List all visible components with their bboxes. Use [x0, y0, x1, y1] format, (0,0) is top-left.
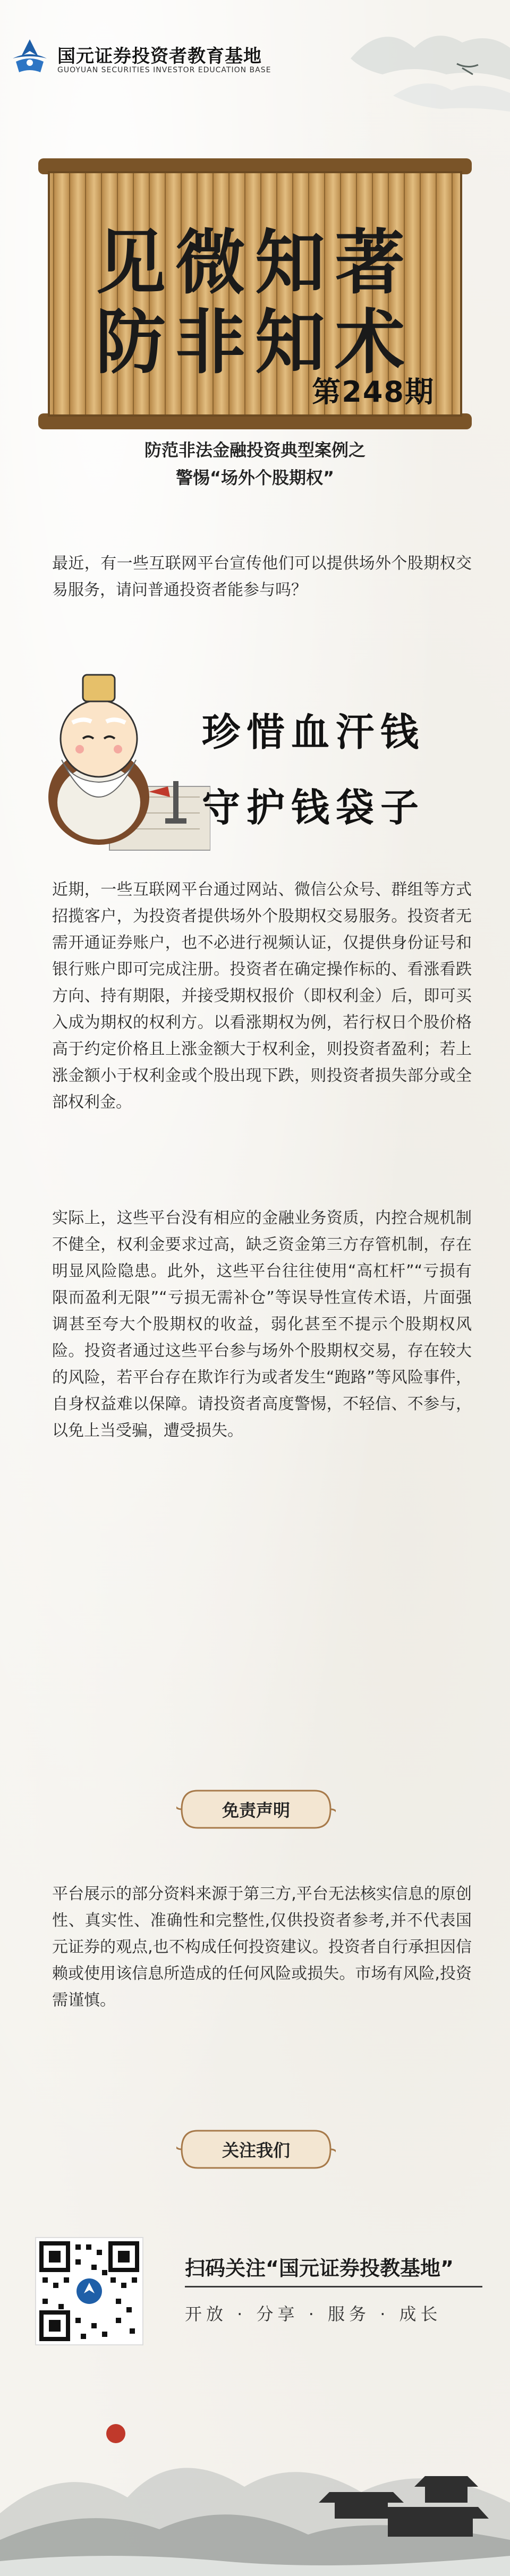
bamboo-scroll-banner [38, 158, 472, 429]
landscape-painting-icon [0, 2380, 510, 2576]
banner-title-line1: 见微知著 [96, 222, 414, 304]
follow-us-label: 关注我们 [222, 2140, 290, 2160]
brand-name: 国元证券投资者教育基地 [57, 46, 262, 67]
sage-illustration-icon [40, 659, 210, 861]
intro-question: 最近，有一些互联网平台宣传他们可以提供场外个股期权交易服务，请问普通投资者能参与吗？ [52, 554, 472, 599]
brand-english-name: GUOYUAN SECURITIES INVESTOR EDUCATION BASE [57, 66, 271, 74]
disclaimer-label: 免责声明 [222, 1800, 290, 1820]
qr-code-icon[interactable] [35, 2237, 143, 2345]
subtitle-line1: 防范非法金融投资典型案例之 [144, 440, 366, 460]
issue-number: 第248期 [312, 375, 435, 409]
body-paragraph-2: 实际上，这些平台没有相应的金融业务资质，内控合规机制不健全，权利金要求过高，缺乏资金第三方存管机制，存在明显风险隐患。此外，这些平台往往使用“高杠杆”“亏损有限而盈利无限”“亏损无需补仓”等误导性宣传术语，片面强调甚至夸大个股期权的收益，弱化甚至不提示个股期权风险。投资者通过这些平台参与场外个股期权交易，存在较大的风险，若平台存在欺诈行为或者发生“跑路”等风险事件，自身权益难以保障。请投资者高度警惕，不轻信、不参与，以免上当受骗，遭受损失。 [52, 1209, 472, 1440]
brand-values-slogan: 开放 · 分享 · 服务 · 成长 [185, 2304, 442, 2324]
slogan-line1: 珍惜血汗钱 [202, 709, 426, 755]
banner-title-line2: 防非知术 [96, 301, 414, 384]
divider-line [185, 2286, 482, 2287]
disclaimer-text: 平台展示的部分资料来源于第三方,平台无法核实信息的原创性、真实性、准确性和完整性,仅供投资者参考,并不代表国元证券的观点,也不构成任何投资建议。投资者自行承担因信赖或使用该信息所造成的任何风险或损失。市场有风险,投资需谨慎。 [52, 1885, 472, 2010]
qr-caption: 扫码关注“国元证券投教基地” [185, 2257, 454, 2280]
body-paragraph-1: 近期，一些互联网平台通过网站、微信公众号、群组等方式招揽客户，为投资者提供场外个股期权交易服务。投资者无需开通证券账户，也不必进行视频认证，仅提供身份证号和银行账户即可完成注册。投资者在确定操作标的、看涨看跌方向、持有期限，并接受期权报价（即权利金）后，即可买入成为期权的权利方。以看涨期权为例，若行权日个股价格高于约定价格且上涨金额大于权利金，则投资者盈利；若上涨金额小于权利金或个股出现下跌，则投资者损失部分或全部权利金。 [52, 880, 472, 1112]
slogan-line2: 守护钱袋子 [202, 785, 426, 830]
subtitle-line2: 警惕“场外个股期权” [175, 468, 335, 488]
mountain-decoration-icon [287, 0, 510, 175]
guoyuan-logo-icon [8, 35, 51, 78]
follow-us-badge [176, 2125, 336, 2173]
disclaimer-label-badge [176, 1785, 336, 1833]
